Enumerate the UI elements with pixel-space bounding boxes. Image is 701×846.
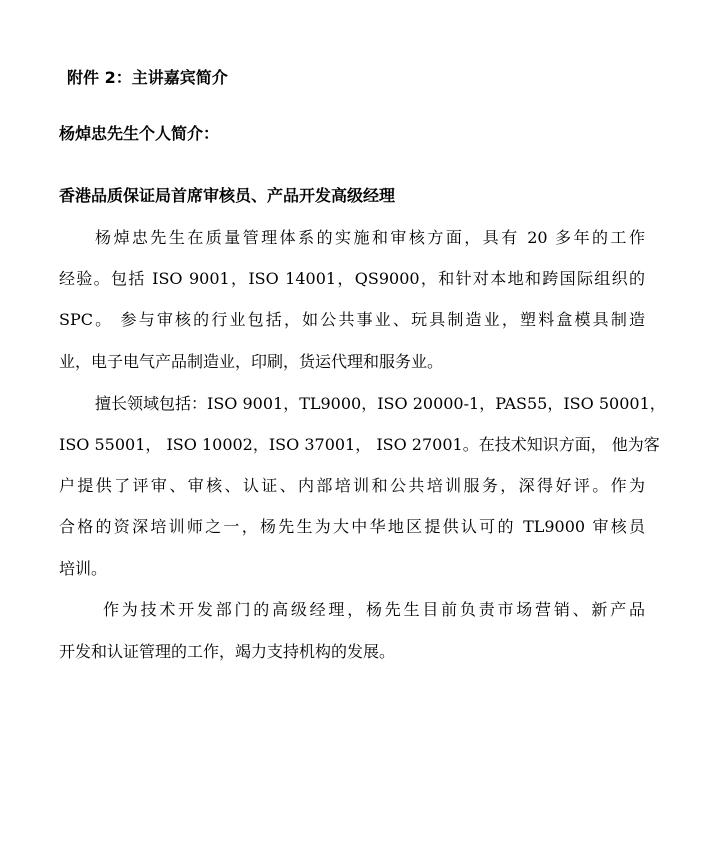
paragraph-line: 业，电子电气产品制造业，印刷，货运代理和服务业。: [59, 352, 444, 371]
paragraph-line: 经验。包括 ISO 9001，ISO 14001，QS9000，和针对本地和跨国际组织的: [59, 269, 645, 288]
paragraph-line: 作为技术开发部门的高级经理，杨先生目前负责市场营销、新产品: [103, 600, 645, 619]
role-title: 香港品质保证局首席审核员、产品开发高级经理: [59, 186, 396, 205]
attachment-title: 附件 2：主讲嘉宾简介: [67, 68, 228, 87]
paragraph-line: SPC。 参与审核的行业包括，如公共事业、玩具制造业，塑料盒模具制造: [59, 310, 645, 329]
paragraph-line: 合格的资深培训师之一，杨先生为大中华地区提供认可的 TL9000 审核员: [59, 517, 645, 536]
paragraph-line: 户提供了评审、审核、认证、内部培训和公共培训服务，深得好评。作为: [59, 476, 645, 495]
paragraph-line: 擅长领域包括：ISO 9001，TL9000，ISO 20000-1，PAS55，ISO 50001，: [95, 394, 666, 413]
paragraph-line: 杨焯忠先生在质量管理体系的实施和审核方面，具有 20 多年的工作: [95, 228, 645, 247]
person-profile-title: 杨焯忠先生个人简介：: [59, 124, 220, 143]
paragraph-line: ISO 55001， ISO 10002，ISO 37001， ISO 27001。在技术知识方面， 他为客: [59, 435, 660, 454]
paragraph-line: 开发和认证管理的工作，竭力支持机构的发展。: [59, 642, 396, 661]
paragraph-line: 培训。: [59, 559, 108, 578]
